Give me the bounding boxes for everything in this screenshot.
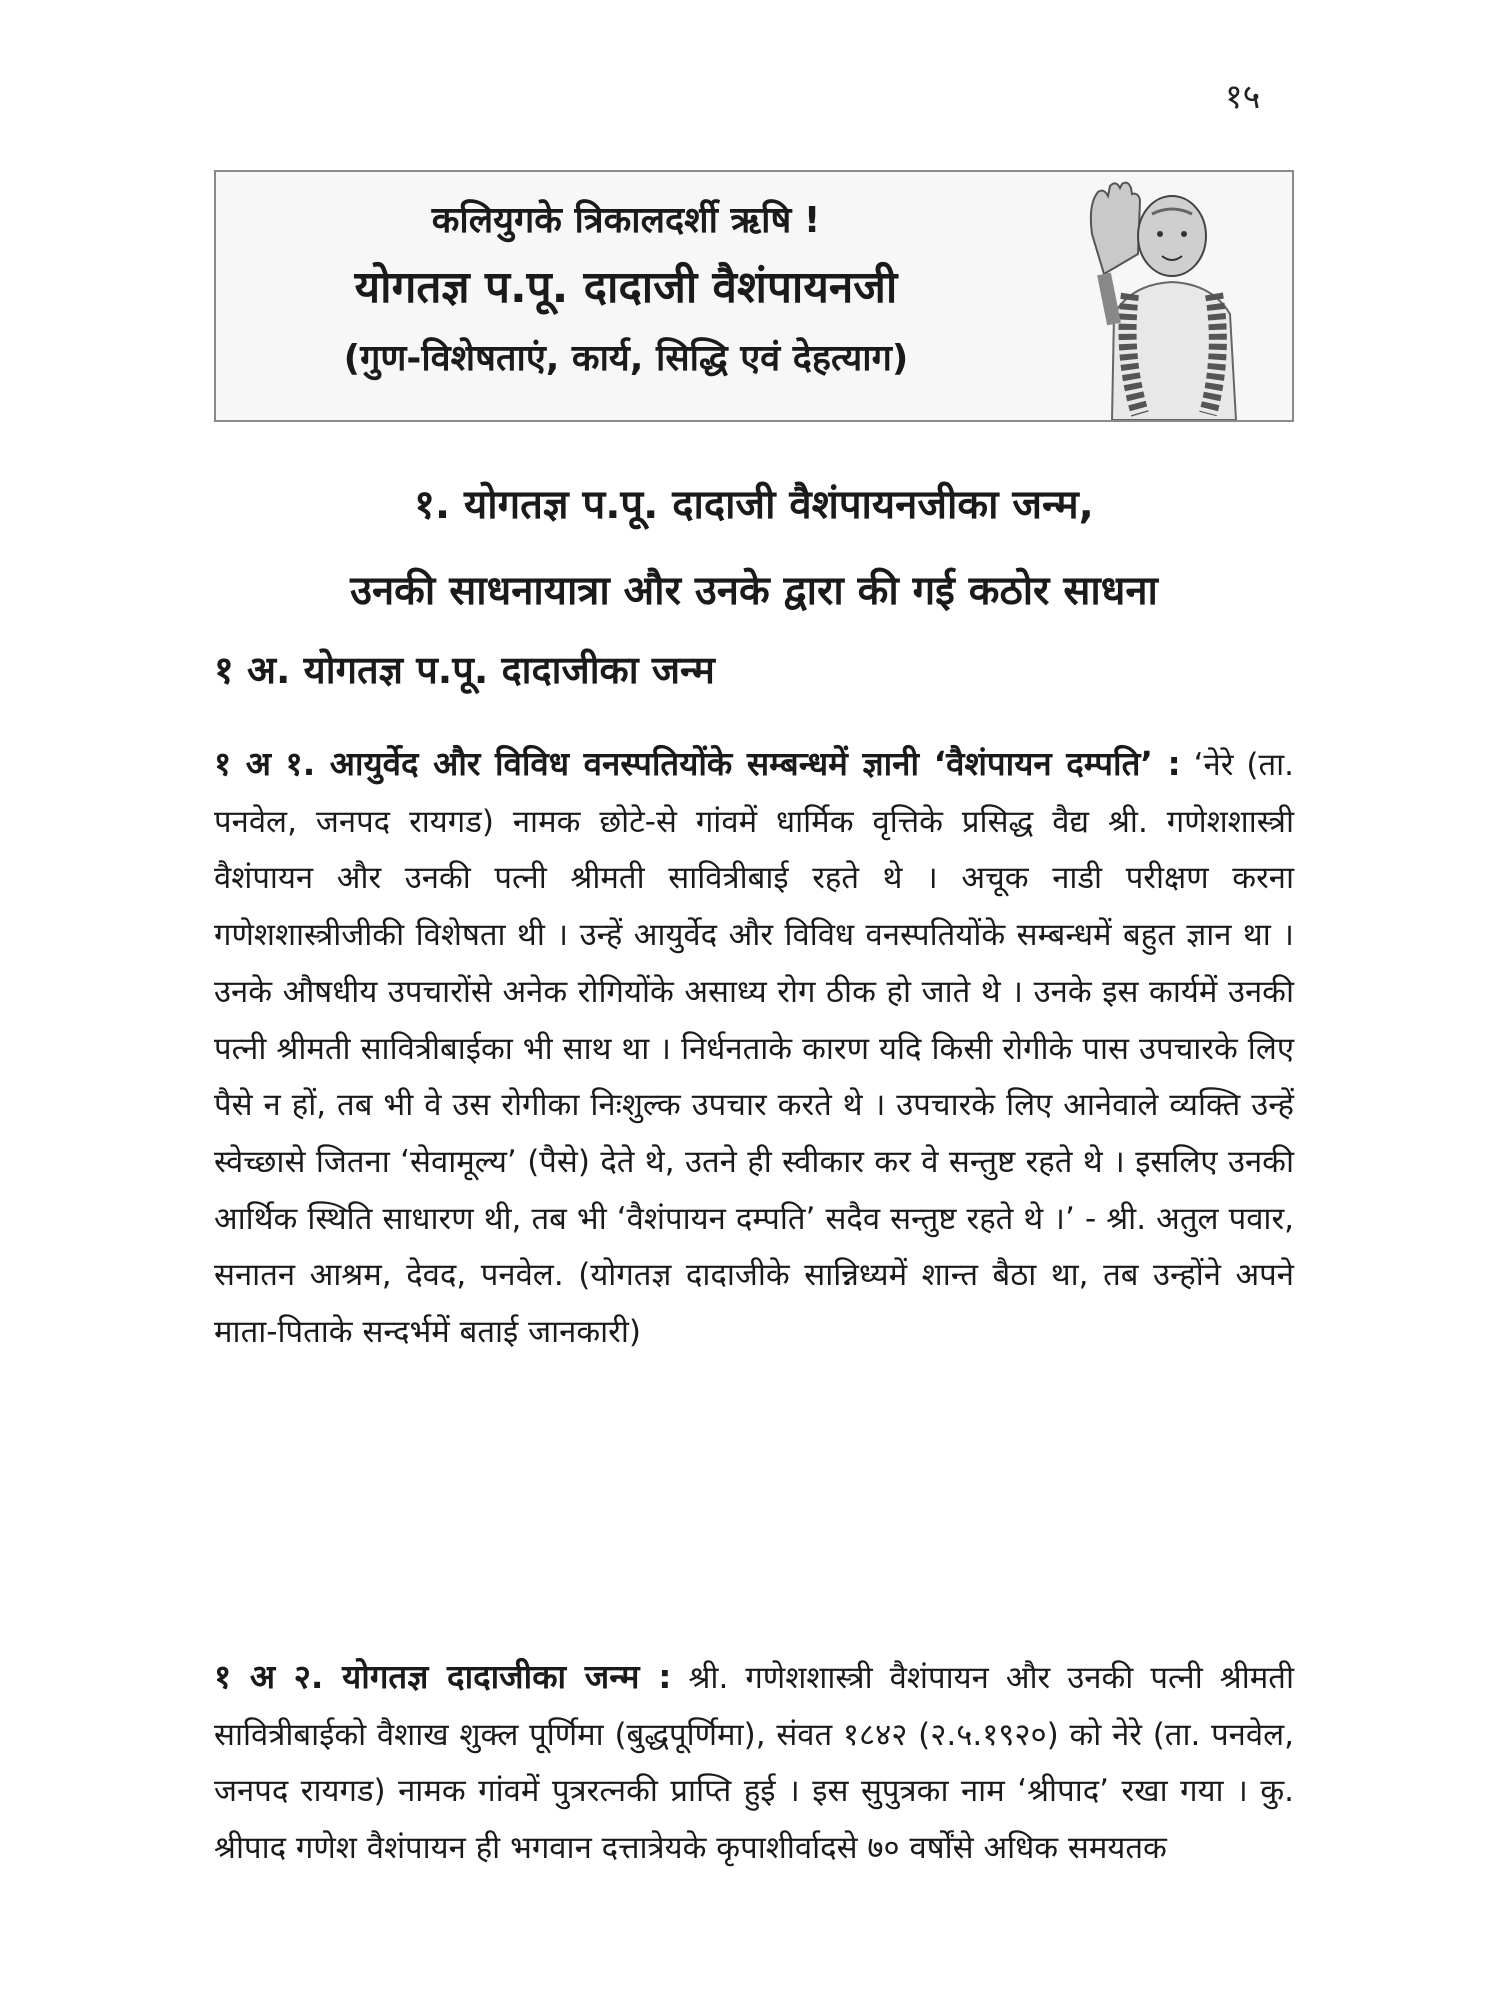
page-number: १५ (1225, 77, 1261, 117)
section-heading (214, 462, 1294, 634)
paragraph-2 (214, 1649, 1294, 1877)
title-line-3: (गुण-विशेषताएं, कार्य, सिद्धि एवं देहत्याग) (343, 338, 909, 379)
portrait-photo (1052, 174, 1252, 420)
section-heading-line-1: १. योगतज्ञ प.पू. दादाजी वैशंपायनजीका जन्म, (414, 482, 1094, 528)
paragraph-2-body: श्री. गणेशशास्त्री वैशंपायन और उनकी पत्नी श्रीमती सावित्रीबाईको वैशाख शुक्ल पूर्णिमा (बुद्धपूर्णिमा), संवत १८४२ (२.५.१९२०) को नेरे (ता. पनवेल, जनपद रायगड) नामक गांवमें पुत्ररत्नकी प्राप्ति हुई । इस सुपुत्रका नाम ‘श्रीपाद’ रखा गया । कु. श्रीपाद गणेश वैशंपायन ही भगवान दत्तात्रेयके कृपाशीर्वादसे ७० वर्षोंसे अधिक समयतक (214, 1660, 1295, 1867)
title-box (214, 170, 1294, 422)
title-text (236, 190, 1016, 394)
paragraph-1-lead: १ अ १. आयुर्वेद और विविध वनस्पतियोंके सम्बन्धमें ज्ञानी ‘वैशंपायन दम्पति’ : (214, 744, 1181, 783)
title-line-2: योगतज्ञ प.पू. दादाजी वैशंपायनजी (354, 262, 898, 313)
paragraph-1 (214, 736, 1294, 1361)
paragraph-2-lead: १ अ २. योगतज्ञ दादाजीका जन्म : (214, 1657, 672, 1696)
section-heading-line-2: उनकी साधनायात्रा और उनके द्वारा की गई कठोर साधना (350, 568, 1158, 614)
title-line-1: कलियुगके त्रिकालदर्शी ऋषि ! (431, 200, 821, 241)
sub-heading: १ अ. योगतज्ञ प.पू. दादाजीका जन्म (214, 648, 715, 692)
paragraph-1-body: ‘नेरे (ता. पनवेल, जनपद रायगड) नामक छोटे-से गांवमें धार्मिक वृत्तिके प्रसिद्ध वैद्य श्री. गणेशशास्त्री वैशंपायन और उनकी पत्नी श्रीमती सावित्रीबाई रहते थे । अचूक नाडी परीक्षण करना गणेशशास्त्रीजीकी विशेषता थी । उन्हें आयुर्वेद और विविध वनस्पतियोंके सम्बन्धमें बहुत ज्ञान था । उनके औषधीय उपचारोंसे अनेक रोगियोंके असाध्य रोग ठीक हो जाते थे । उनके इस कार्यमें उनकी पत्नी श्रीमती सावित्रीबाईका भी साथ था । निर्धनताके कारण यदि किसी रोगीके पास उपचारके लिए पैसे न हों, तब भी वे उस रोगीका निःशुल्क उपचार करते थे । उपचारके लिए आनेवाले व्यक्ति उन्हें स्वेच्छासे जितना ‘सेवामूल्य’ (पैसे) देते थे, उतने ही स्वीकार कर वे सन्तुष्ट रहते थे । इसलिए उनकी आर्थिक स्थिति साधारण थी, तब भी ‘वैशंपायन दम्पति’ सदैव सन्तुष्ट रहते थे ।’ - श्री. अतुल पवार, सनातन आश्रम, देवद, पनवेल. (योगतज्ञ दादाजीके सान्निध्यमें शान्त बैठा था, तब उन्होंने अपने माता-पिताके सन्दर्भमें बताई जानकारी) (214, 747, 1295, 1351)
